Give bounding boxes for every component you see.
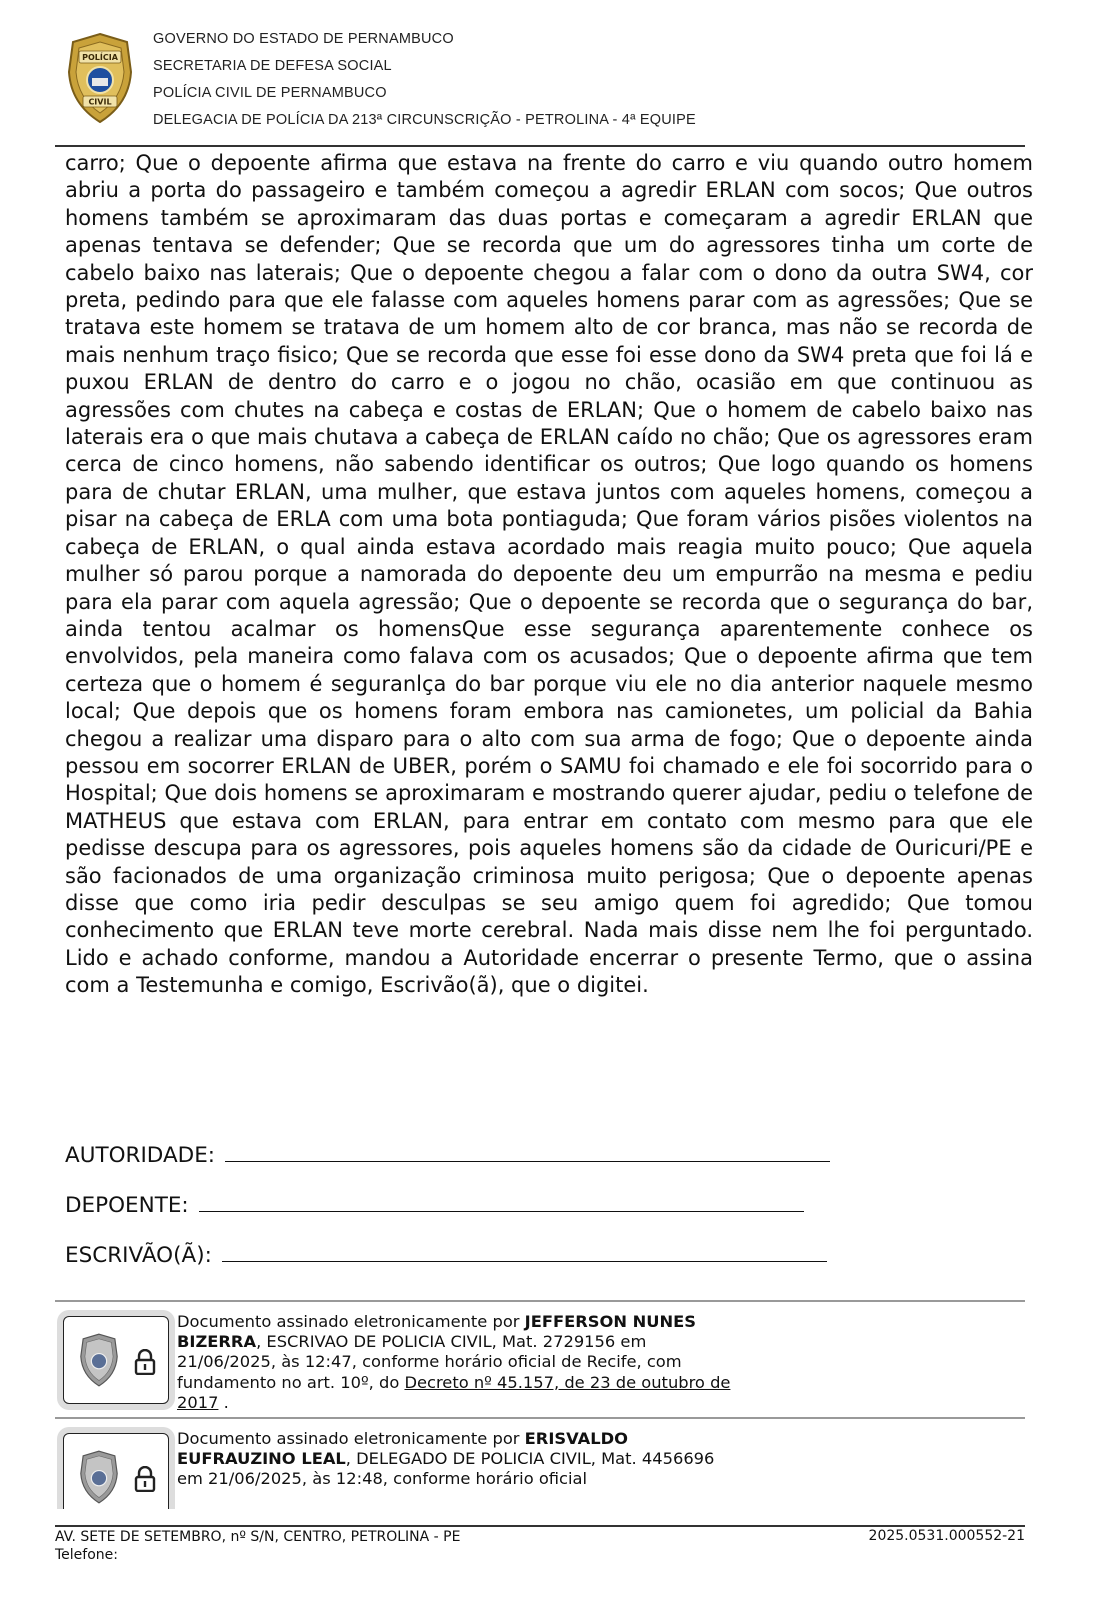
signature-line-escrivao xyxy=(222,1243,827,1262)
footer-document-number: 2025.0531.000552-21 xyxy=(868,1528,1025,1544)
electronic-signature-text xyxy=(177,1429,737,1490)
electronic-signature-block xyxy=(55,1417,1025,1509)
signature-autoridade xyxy=(65,1143,830,1168)
electronic-seal xyxy=(63,1433,169,1509)
header-line-secretariat: SECRETARIA DE DEFESA SOCIAL xyxy=(153,58,392,74)
esig-details: , ESCRIVAO DE POLICIA CIVIL, Mat. 2729156 em 21/06/2025, às 12:47, conforme horário oficial de Recife, com fundamento no art. 10º, do xyxy=(177,1332,682,1392)
signature-escrivao xyxy=(65,1243,827,1268)
signature-line-autoridade xyxy=(225,1143,830,1162)
footer-phone: Telefone: xyxy=(55,1547,118,1563)
policia-civil-badge-icon xyxy=(78,1333,120,1387)
footer-address: AV. SETE DE SETEMBRO, nº S/N, CENTRO, PETROLINA - PE xyxy=(55,1529,461,1545)
lock-icon xyxy=(134,1349,156,1375)
signature-label-autoridade: AUTORIDADE: xyxy=(65,1143,216,1168)
badge-text-bottom: CIVIL xyxy=(88,97,112,107)
signature-depoente xyxy=(65,1193,804,1218)
signature-label-depoente: DEPOENTE: xyxy=(65,1193,189,1218)
header-line-delegacia: DELEGACIA DE POLÍCIA DA 213ª CIRCUNSCRIÇÃO - PETROLINA - 4ª EQUIPE xyxy=(153,112,696,128)
esig-signer-name: JEFFERSON NUNES BIZERRA xyxy=(177,1312,696,1352)
signature-label-escrivao: ESCRIVÃO(Ã): xyxy=(65,1243,212,1268)
document-header xyxy=(55,18,1025,144)
electronic-signature-block xyxy=(55,1300,1025,1418)
header-divider xyxy=(55,145,1025,147)
esig-signer-name: ERISVALDO EUFRAUZINO LEAL xyxy=(177,1429,628,1469)
policia-civil-badge-icon xyxy=(65,32,135,124)
signature-line-depoente xyxy=(199,1193,804,1212)
esig-prefix: Documento assinado eletronicamente por xyxy=(177,1429,525,1448)
esig-suffix: . xyxy=(218,1392,229,1412)
header-line-police: POLÍCIA CIVIL DE PERNAMBUCO xyxy=(153,85,387,101)
policia-civil-badge-icon xyxy=(78,1450,120,1504)
header-lines xyxy=(153,26,696,134)
decree-link[interactable]: Decreto nº 45.157, de 23 de outubro de 2017 xyxy=(177,1372,731,1412)
esig-details: , DELEGADO DE POLICIA CIVIL, Mat. 4456696 em 21/06/2025, às 12:48, conforme horário oficial xyxy=(177,1449,715,1489)
lock-icon xyxy=(134,1466,156,1492)
footer-divider xyxy=(55,1525,1025,1527)
esig-prefix: Documento assinado eletronicamente por xyxy=(177,1312,525,1331)
badge-text-top: POLÍCIA xyxy=(82,53,118,62)
electronic-signature-text xyxy=(177,1312,737,1413)
header-line-government: GOVERNO DO ESTADO DE PERNAMBUCO xyxy=(153,31,454,47)
testimony-body-text: carro; Que o depoente afirma que estava na frente do carro e viu quando outro homem abriu a porta do passageiro e também começou a agredir ERLAN com socos; Que outros homens também se aproximaram das duas portas e começaram a agredir ERLAN que apenas tentava se defender; Que se recorda que um do agressores tinha um corte de cabelo baixo nas laterais; Que o depoente chegou a falar com o dono da outra SW4, cor preta, pedindo para que ele falasse com aqueles homens parar com as agressões; Que se tratava este homem se tratava de um homem alto de cor branca, mas não se recorda de mais nenhum traço fisico; Que se recorda que esse foi esse dono da SW4 preta que foi lá e puxou ERLAN de dentro do carro e o jogou no chão, ocasião em que continuou as agressões com chutes na cabeça e costas de ERLAN; Que o homem de cabelo baixo nas laterais era o que mais chutava a cabeça de ERLAN caído no chão; Que os agressores eram cerca de cinco homens, não sabendo identificar os outros; Que logo quando os homens para de chutar ERLAN, uma mulher, que estava juntos com aqueles homens, começou a pisar na cabeça de ERLA com uma bota pontiaguda; Que foram vários pisões violentos na cabeça de ERLAN, o qual ainda estava acordado mais reagia muito pouco; Que aquela mulher só parou porque a namorada do depoente deu um empurrão na mesma e pediu para ela parar com aquela agressão; Que o depoente se recorda que o segurança do bar, ainda tentou acalmar os homensQue esse segurança aparentemente conhece os envolvidos, pela maneira como falava com os acusados; Que o depoente afirma que tem certeza que o homem é seguranlça do bar porque viu ele no dia anterior naquele mesmo local; Que depois que os homens foram embora nas camionetes, um policial da Bahia chegou a realizar uma disparo para o alto com sua arma de fogo; Que o depoente ainda pessou em socorrer ERLAN de UBER, porém o SAMU foi chamado e ele foi socorrido para o Hospital; Que dois homens se aproximaram e mostrando querer ajudar, pediu o telefone de MATHEUS que estava com ERLAN, para entrar em contato com mesmo para que ele pedisse descupa para os agressores, pois aqueles homens são da cidade de Ouricuri/PE e são facionados de uma organização criminosa muito perigosa; Que o depoente apenas disse que como iria pedir desculpas se seu amigo quem foi agredido; Que tomou conhecimento que ERLAN teve morte cerebral. Nada mais disse nem lhe foi perguntado. Lido e achado conforme, mandou a Autoridade encerrar o presente Termo, que o assina com a Testemunha e comigo, Escrivão(ã), que o digitei. xyxy=(65,151,1033,998)
footer-address-block xyxy=(55,1528,460,1564)
electronic-seal xyxy=(63,1316,169,1404)
